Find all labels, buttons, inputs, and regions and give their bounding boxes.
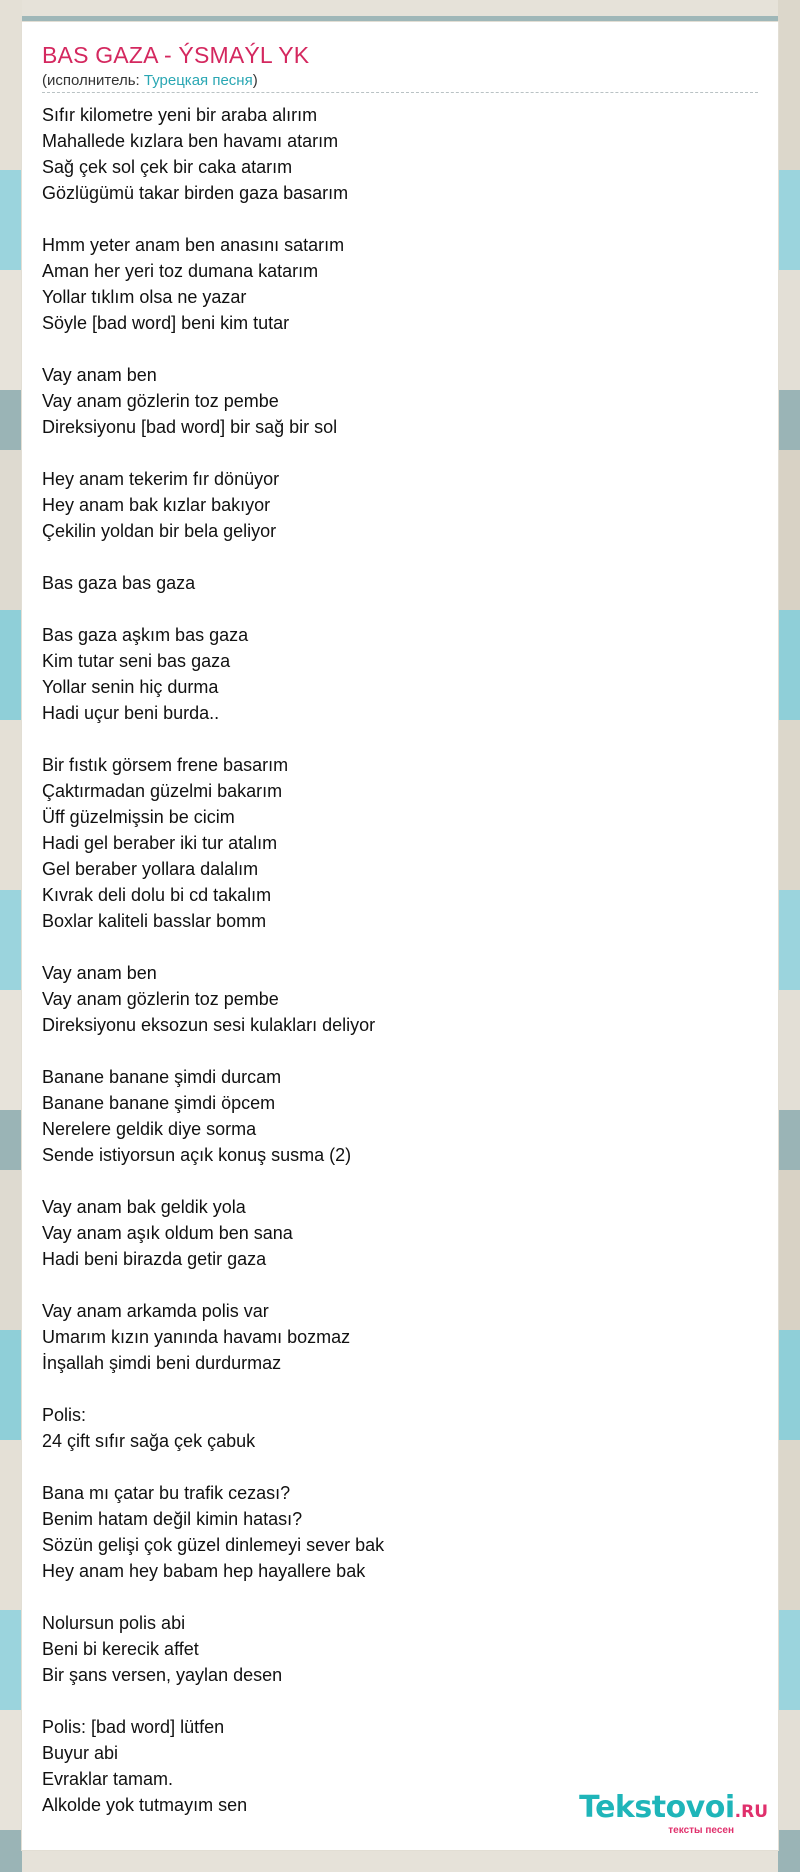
lyric-line: 24 çift sıfır sağa çek çabuk <box>42 1431 256 1451</box>
lyric-line: Yollar senin hiç durma <box>42 677 219 697</box>
lyric-line: Direksiyonu [bad word] bir sağ bir sol <box>42 417 338 437</box>
lyric-line: Vay anam gözlerin toz pembe <box>42 391 279 411</box>
lyric-line: Üff güzelmişsin be cicim <box>42 807 235 827</box>
lyric-line: Alkolde yok tutmayım sen <box>42 1795 248 1815</box>
lyrics-stanza <box>42 466 742 544</box>
lyric-line: Vay anam arkamda polis var <box>42 1301 269 1321</box>
lyric-line: Hadi uçur beni burda.. <box>42 703 220 723</box>
logo-main-text: Tekstovoi <box>579 1790 735 1825</box>
lyrics-stanza <box>42 1610 742 1688</box>
logo-wordmark <box>579 1790 768 1827</box>
lyrics-stanza <box>42 1194 742 1272</box>
lyric-line: Aman her yeri toz dumana katarım <box>42 261 319 281</box>
lyrics-stanza <box>42 622 742 726</box>
lyrics-stanza <box>42 752 742 934</box>
lyrics-stanza <box>42 1480 742 1584</box>
lyrics-stanza <box>42 362 742 440</box>
lyric-line: Nolursun polis abi <box>42 1613 186 1633</box>
lyric-line: Gözlügümü takar birden gaza basarım <box>42 183 349 203</box>
lyric-line: Yollar tıklım olsa ne yazar <box>42 287 247 307</box>
lyric-line: Mahallede kızlara ben havamı atarım <box>42 131 339 151</box>
lyric-line: Banane banane şimdi öpcem <box>42 1093 276 1113</box>
lyric-line: Hmm yeter anam ben anasını satarım <box>42 235 345 255</box>
lyric-line: Bir fıstık görsem frene basarım <box>42 755 289 775</box>
logo-tagline: тексты песен <box>668 1825 734 1836</box>
lyric-line: Polis: [bad word] lütfen <box>42 1717 225 1737</box>
logo-tld: .RU <box>734 1802 768 1822</box>
lyrics-stanza <box>42 570 742 596</box>
lyric-line: Hey anam tekerim fır dönüyor <box>42 469 280 489</box>
performer-link[interactable]: Турецкая песня <box>143 72 253 89</box>
lyric-line: Hadi gel beraber iki tur atalım <box>42 833 278 853</box>
lyric-line: Nerelere geldik diye sorma <box>42 1119 257 1139</box>
lyrics-stanza <box>42 960 742 1038</box>
lyric-line: Vay anam ben <box>42 365 157 385</box>
lyric-line: Sözün gelişi çok güzel dinlemeyi sever bak <box>42 1535 385 1555</box>
lyric-line: Bas gaza bas gaza <box>42 573 196 593</box>
lyrics-stanza <box>42 1064 742 1168</box>
song-title: BAS GAZA - ÝSMAÝL YK <box>42 42 310 68</box>
lyric-line: Bir şans versen, yaylan desen <box>42 1665 283 1685</box>
lyrics-stanza <box>42 232 742 336</box>
lyric-line: Gel beraber yollara dalalım <box>42 859 259 879</box>
lyric-line: Sağ çek sol çek bir caka atarım <box>42 157 293 177</box>
lyrics-body <box>42 102 742 1844</box>
performer-line <box>42 72 258 89</box>
lyric-line: Sıfır kilometre yeni bir araba alırım <box>42 105 318 125</box>
lyric-line: Vay anam bak geldik yola <box>42 1197 246 1217</box>
performer-prefix: (исполнитель: <box>42 72 144 89</box>
site-logo[interactable] <box>579 1790 768 1836</box>
lyric-line: Banane banane şimdi durcam <box>42 1067 282 1087</box>
lyric-line: Bana mı çatar bu trafik cezası? <box>42 1483 291 1503</box>
lyric-line: Bas gaza aşkım bas gaza <box>42 625 249 645</box>
lyric-line: Direksiyonu eksozun sesi kulakları deliyor <box>42 1015 376 1035</box>
lyrics-stanza <box>42 1402 742 1454</box>
lyric-line: Kıvrak deli dolu bi cd takalım <box>42 885 272 905</box>
background-stripes-left <box>0 0 22 1872</box>
lyric-line: Söyle [bad word] beni kim tutar <box>42 313 290 333</box>
lyric-line: Benim hatam değil kimin hatası? <box>42 1509 303 1529</box>
lyric-line: Polis: <box>42 1405 87 1425</box>
lyric-line: İnşallah şimdi beni durdurmaz <box>42 1353 282 1373</box>
background-stripes-right <box>778 0 800 1872</box>
performer-suffix: ) <box>252 72 258 89</box>
lyrics-stanza <box>42 1298 742 1376</box>
lyric-line: Vay anam aşık oldum ben sana <box>42 1223 293 1243</box>
lyric-line: Beni bi kerecik affet <box>42 1639 199 1659</box>
lyric-line: Boxlar kaliteli basslar bomm <box>42 911 267 931</box>
header-divider <box>42 92 758 93</box>
lyric-line: Kim tutar seni bas gaza <box>42 651 231 671</box>
lyric-line: Vay anam ben <box>42 963 157 983</box>
lyric-line: Hey anam hey babam hep hayallere bak <box>42 1561 366 1581</box>
lyric-line: Vay anam gözlerin toz pembe <box>42 989 279 1009</box>
lyrics-card <box>22 22 778 1850</box>
lyric-line: Umarım kızın yanında havamı bozmaz <box>42 1327 351 1347</box>
lyric-line: Sende istiyorsun açık konuş susma (2) <box>42 1145 352 1165</box>
lyric-line: Hadi beni birazda getir gaza <box>42 1249 267 1269</box>
lyric-line: Çaktırmadan güzelmi bakarım <box>42 781 283 801</box>
lyric-line: Çekilin yoldan bir bela geliyor <box>42 521 277 541</box>
lyrics-stanza <box>42 102 742 206</box>
lyric-line: Hey anam bak kızlar bakıyor <box>42 495 271 515</box>
lyric-line: Buyur abi <box>42 1743 119 1763</box>
lyric-line: Evraklar tamam. <box>42 1769 174 1789</box>
